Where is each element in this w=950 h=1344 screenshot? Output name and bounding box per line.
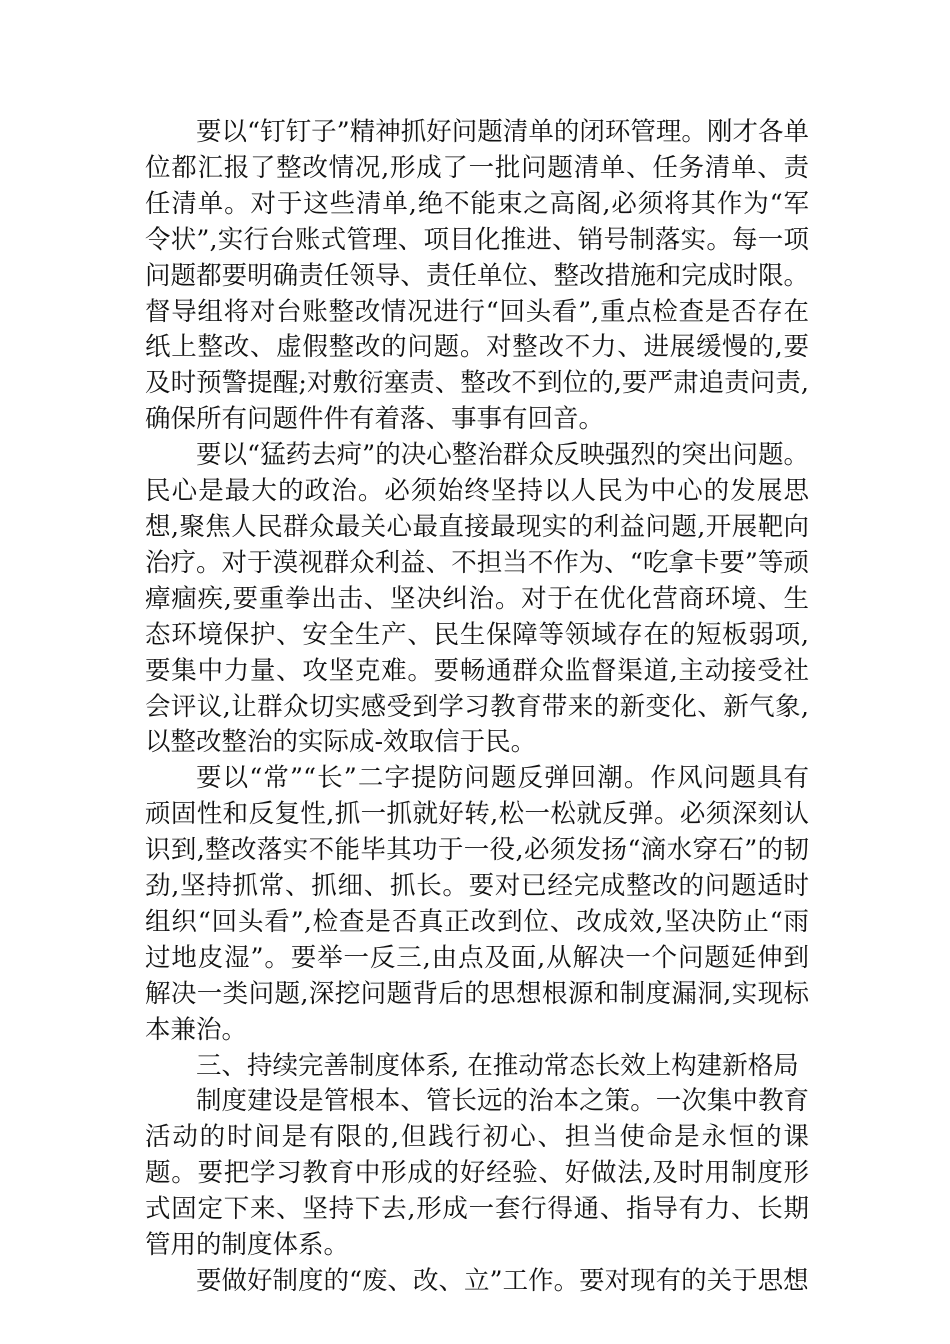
paragraph-abolish-revise-establish: 要做好制度的“废、改、立”工作。要对现有的关于思想 bbox=[196, 1266, 809, 1296]
section-heading-3: 三、持续完善制度体系, 在推动常态长效上构建新格局 bbox=[196, 1050, 799, 1081]
paragraph-institution-building: 制度建设是管根本、管长远的治本之策。一次集中教育活动的时间是有限的,但践行初心、担当使命是永恒的课题。要把学习教育中形成的好经验、好做法,及时用制度形式固定下来、坚持下去,形成一套行得通、指导有力、长期管用的制度体系。 bbox=[145, 1086, 809, 1261]
document-body bbox=[145, 115, 809, 1300]
paragraph-prevent-rebound: 要以“常”“长”二字提防问题反弹回潮。作风问题具有顽固性和反复性,抓一抓就好转,松一松就反弹。必须深刻认识到,整改落实不能毕其功于一役,必须发扬“滴水穿石”的韧劲,坚持抓常、抓细、抓长。要对已经完成整改的问题适时组织“回头看”,检查是否真正改到位、改成效,坚决防止“雨过地皮湿”。要举一反三,由点及面,从解决一个问题延伸到解决一类问题,深挖问题背后的思想根源和制度漏洞,实现标本兼治。 bbox=[145, 763, 809, 1045]
paragraph-strong-medicine: 要以“猛药去疴”的决心整治群众反映强烈的突出问题。民心是最大的政治。必须始终坚持以人民为中心的发展思想,聚焦人民群众最关心最直接最现实的利益问题,开展靶向治疗。对于漠视群众利益、不担当不作为、“吃拿卡要”等顽瘴痼疾,要重拳出击、坚决纠治。对于在优化营商环境、生态环境保护、安全生产、民生保障等领域存在的短板弱项,要集中力量、攻坚克难。要畅通群众监督渠道,主动接受社会评议,让群众切实感受到学习教育带来的新变化、新气象,以整改整治的实际成-效取信于民。 bbox=[145, 440, 809, 758]
paragraph-nail-spirit: 要以“钉钉子”精神抓好问题清单的闭环管理。刚才各单位都汇报了整改情况,形成了一批问题清单、任务清单、责任清单。对于这些清单,绝不能束之高阁,必须将其作为“军令状”,实行台账式管理、项目化推进、销号制落实。每一项问题都要明确责任领导、责任单位、整改措施和完成时限。督导组将对台账整改情况进行“回头看”,重点检查是否存在纸上整改、虚假整改的问题。对整改不力、进展缓慢的,要及时预警提醒;对敷衍塞责、整改不到位的,要严肃追责问责,确保所有问题件件有着落、事事有回音。 bbox=[145, 117, 809, 435]
